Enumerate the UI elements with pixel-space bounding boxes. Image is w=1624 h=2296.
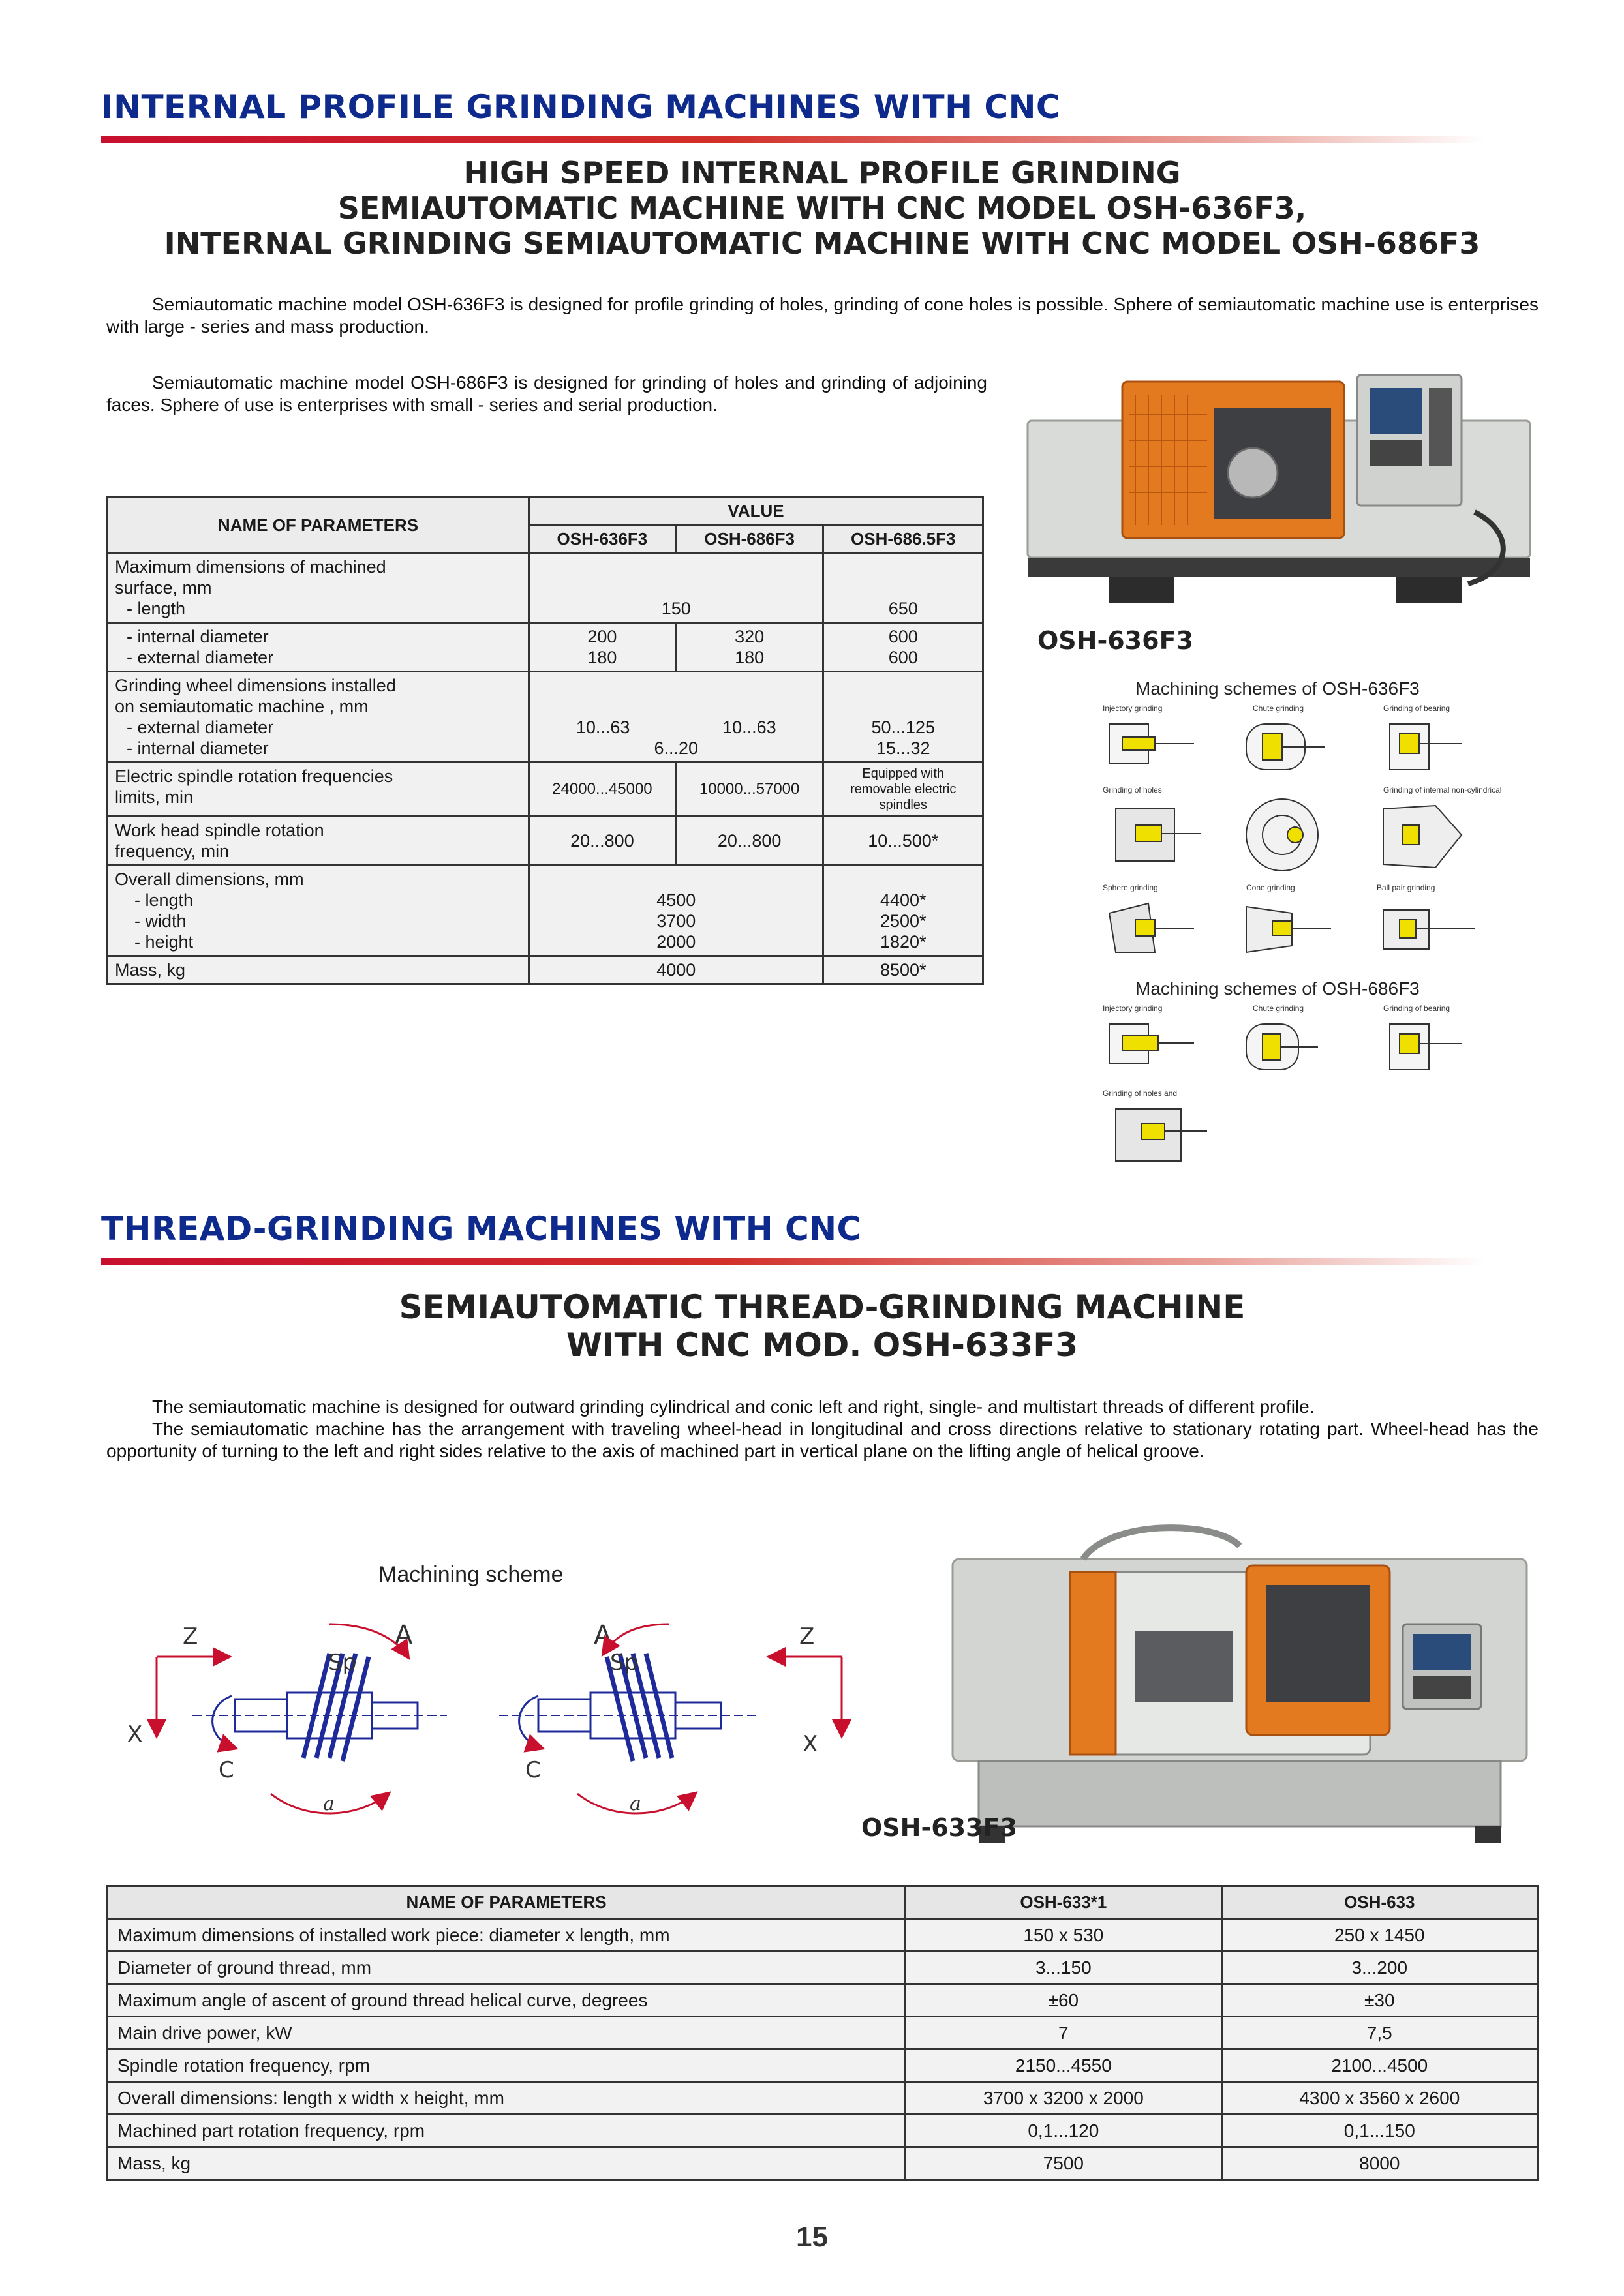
value-cell: 20...800 xyxy=(675,817,823,866)
param-cell: Mass, kg xyxy=(108,956,529,984)
value-cell: 320 180 xyxy=(675,623,823,672)
section-rule xyxy=(101,1258,1484,1265)
param-cell: - internal diameter - external diameter xyxy=(108,623,529,672)
machining-schemes-636 xyxy=(1096,678,1514,978)
value-cell: 3...200 xyxy=(1221,1952,1537,1984)
value-cell: ±60 xyxy=(906,1984,1221,2017)
table-row xyxy=(108,1984,1538,2017)
machine-photo-osh-636f3 xyxy=(1018,362,1540,616)
axis-x-label: X xyxy=(127,1721,143,1747)
machining-schemes-686 xyxy=(1096,978,1514,1174)
description-636: Semiautomatic machine model OSH-636F3 is designed for profile grinding of holes, grinding of cone holes is possible. Sphere of semiautomatic machine use is enterprises with large - series and mass production. xyxy=(106,294,1539,337)
scheme-label: Cone grinding xyxy=(1246,883,1295,892)
photo-caption-633: OSH-633F3 xyxy=(861,1813,1017,1842)
header-model: OSH-633 xyxy=(1221,1886,1537,1919)
value-cell: 600 600 xyxy=(823,623,983,672)
table-row xyxy=(108,2082,1538,2115)
table-row xyxy=(108,1919,1538,1952)
schemes-title: Machining schemes of OSH-686F3 xyxy=(1135,978,1420,999)
header-model: OSH-633*1 xyxy=(906,1886,1221,1919)
scheme-label: Ball pair grinding xyxy=(1377,883,1435,892)
param-cell: Mass, kg xyxy=(108,2147,906,2180)
thread-grinding-scheme xyxy=(121,1598,865,1846)
table-row xyxy=(108,866,983,956)
rotation-c-label: C xyxy=(219,1757,234,1783)
value-cell: 3...150 xyxy=(906,1952,1221,1984)
photo-caption-636: OSH-636F3 xyxy=(1037,626,1193,655)
direction-a-label: A xyxy=(395,1620,413,1650)
value-cell: 0,1...150 xyxy=(1221,2115,1537,2147)
machine-heading-636 xyxy=(98,155,1546,261)
rotation-c-label: C xyxy=(525,1757,541,1783)
scheme-label: Sphere grinding xyxy=(1103,883,1158,892)
table-row xyxy=(108,553,983,623)
value-cell: Equipped with removable electric spindles xyxy=(823,763,983,817)
value-cell: 2100...4500 xyxy=(1221,2049,1537,2082)
alpha-label: a xyxy=(323,1792,335,1815)
scheme-label: Grinding of holes and xyxy=(1103,1089,1178,1098)
table-row xyxy=(108,2049,1538,2082)
value-cell: 10...500* xyxy=(823,817,983,866)
value-cell: 10...63 10...63 6...20 xyxy=(529,672,823,763)
param-cell: Overall dimensions, mm - length - width - height xyxy=(108,866,529,956)
param-cell: Electric spindle rotation frequencies limits, min xyxy=(108,763,529,817)
param-cell: Spindle rotation frequency, rpm xyxy=(108,2049,906,2082)
table-row xyxy=(108,956,983,984)
axis-z-label: Z xyxy=(183,1624,198,1650)
table-header-row xyxy=(108,1886,1538,1919)
description-633: The semiautomatic machine is designed for outward grinding cylindrical and conic left and right, single- and multistart threads of different profile. The semiautomatic machine has the arrangement with traveling wheel-head in longitudinal and cross directions relative to stationary rotating part. Wheel-head has the opportunity of turning to the left and right sides relative to the axis of machined part in vertical plane on the lifting angle of helical groove. xyxy=(106,1397,1539,1461)
param-cell: Maximum angle of ascent of ground thread helical curve, degrees xyxy=(108,1984,906,2017)
schemes-title: Machining schemes of OSH-636F3 xyxy=(1135,678,1420,699)
description-686: Semiautomatic machine model OSH-686F3 is designed for grinding of holes and grinding of adjoining faces. Sphere of use is enterprises with small - series and serial production. xyxy=(106,372,987,415)
value-cell: 7,5 xyxy=(1221,2017,1537,2049)
machine-photo-osh-633f3 xyxy=(940,1520,1540,1846)
param-cell: Diameter of ground thread, mm xyxy=(108,1952,906,1984)
value-cell: 20...800 xyxy=(529,817,676,866)
heading-line: WITH CNC MOD. OSH-633F3 xyxy=(566,1326,1079,1364)
param-cell: Work head spindle rotation frequency, min xyxy=(108,817,529,866)
page-number: 15 xyxy=(796,2221,828,2253)
scheme-label: Grinding of bearing xyxy=(1383,704,1450,713)
value-cell: 8000 xyxy=(1221,2147,1537,2180)
value-cell: ±30 xyxy=(1221,1984,1537,2017)
schemes-diagram-686 xyxy=(1096,978,1514,1174)
header-name-of-parameters: NAME OF PARAMETERS xyxy=(108,497,529,553)
section-title-internal: INTERNAL PROFILE GRINDING MACHINES WITH CNC xyxy=(101,88,1061,126)
table-row xyxy=(108,2017,1538,2049)
value-cell: 8500* xyxy=(823,956,983,984)
value-cell: 200 180 xyxy=(529,623,676,672)
value-cell: 7 xyxy=(906,2017,1221,2049)
heading-line: SEMIAUTOMATIC THREAD-GRINDING MACHINE xyxy=(399,1288,1246,1326)
value-cell: 150 xyxy=(529,553,823,623)
table-row xyxy=(108,1952,1538,1984)
sp-label: Sp xyxy=(610,1650,639,1676)
value-cell: 150 x 530 xyxy=(906,1919,1221,1952)
header-model: OSH-636F3 xyxy=(529,525,676,553)
machine-heading-633 xyxy=(98,1288,1546,1364)
value-cell: 7500 xyxy=(906,2147,1221,2180)
header-name-of-parameters: NAME OF PARAMETERS xyxy=(108,1886,906,1919)
param-cell: Maximum dimensions of machined surface, mm - length xyxy=(108,553,529,623)
table-row xyxy=(108,817,983,866)
value-cell: 50...125 15...32 xyxy=(823,672,983,763)
scheme-label: Grinding of internal non-cylindrical xyxy=(1383,785,1502,794)
value-cell: 250 x 1450 xyxy=(1221,1919,1537,1952)
scheme-label: Grinding of holes xyxy=(1103,785,1162,794)
section-rule xyxy=(101,136,1484,144)
param-cell: Maximum dimensions of installed work piece: diameter x length, mm xyxy=(108,1919,906,1952)
value-cell: 4000 xyxy=(529,956,823,984)
direction-a-label: A xyxy=(594,1620,612,1650)
param-cell: Machined part rotation frequency, rpm xyxy=(108,2115,906,2147)
value-cell: 650 xyxy=(823,553,983,623)
heading-line: INTERNAL GRINDING SEMIAUTOMATIC MACHINE WITH CNC MODEL OSH-686F3 xyxy=(164,226,1480,261)
value-cell: 4300 x 3560 x 2600 xyxy=(1221,2082,1537,2115)
heading-line: SEMIAUTOMATIC MACHINE WITH CNC MODEL OSH-636F3, xyxy=(337,190,1307,226)
table-row xyxy=(108,2115,1538,2147)
header-value: VALUE xyxy=(529,497,983,525)
parameters-table-636 xyxy=(106,496,984,985)
scheme-label: Chute grinding xyxy=(1253,1004,1304,1013)
value-cell: 0,1...120 xyxy=(906,2115,1221,2147)
value-cell: 2150...4550 xyxy=(906,2049,1221,2082)
header-model: OSH-686F3 xyxy=(675,525,823,553)
value-cell: 24000...45000 xyxy=(529,763,676,817)
scheme-label: Injectory grinding xyxy=(1103,704,1163,713)
table-row xyxy=(108,2147,1538,2180)
param-cell: Grinding wheel dimensions installed on semiautomatic machine , mm - external diameter - internal diameter xyxy=(108,672,529,763)
scheme-label: Grinding of bearing xyxy=(1383,1004,1450,1013)
heading-line: HIGH SPEED INTERNAL PROFILE GRINDING xyxy=(463,155,1181,190)
param-cell: Main drive power, kW xyxy=(108,2017,906,2049)
scheme-label: Chute grinding xyxy=(1253,704,1304,713)
param-cell: Overall dimensions: length x width x height, mm xyxy=(108,2082,906,2115)
axis-x-label: X xyxy=(803,1731,818,1757)
schemes-diagram-636 xyxy=(1096,678,1514,978)
header-model: OSH-686.5F3 xyxy=(823,525,983,553)
value-cell: 4400* 2500* 1820* xyxy=(823,866,983,956)
sp-label: Sp xyxy=(328,1650,357,1676)
table-row xyxy=(108,672,983,763)
parameters-table-633 xyxy=(106,1885,1539,2181)
alpha-label: a xyxy=(630,1792,641,1815)
value-cell: 10000...57000 xyxy=(675,763,823,817)
value-cell: 4500 3700 2000 xyxy=(529,866,823,956)
axis-z-label: Z xyxy=(799,1624,815,1650)
scheme-label: Injectory grinding xyxy=(1103,1004,1163,1013)
machining-scheme-title: Machining scheme xyxy=(378,1562,564,1587)
table-row xyxy=(108,763,983,817)
value-cell: 3700 x 3200 x 2000 xyxy=(906,2082,1221,2115)
section-title-thread: THREAD-GRINDING MACHINES WITH CNC xyxy=(101,1210,861,1248)
table-row xyxy=(108,623,983,672)
